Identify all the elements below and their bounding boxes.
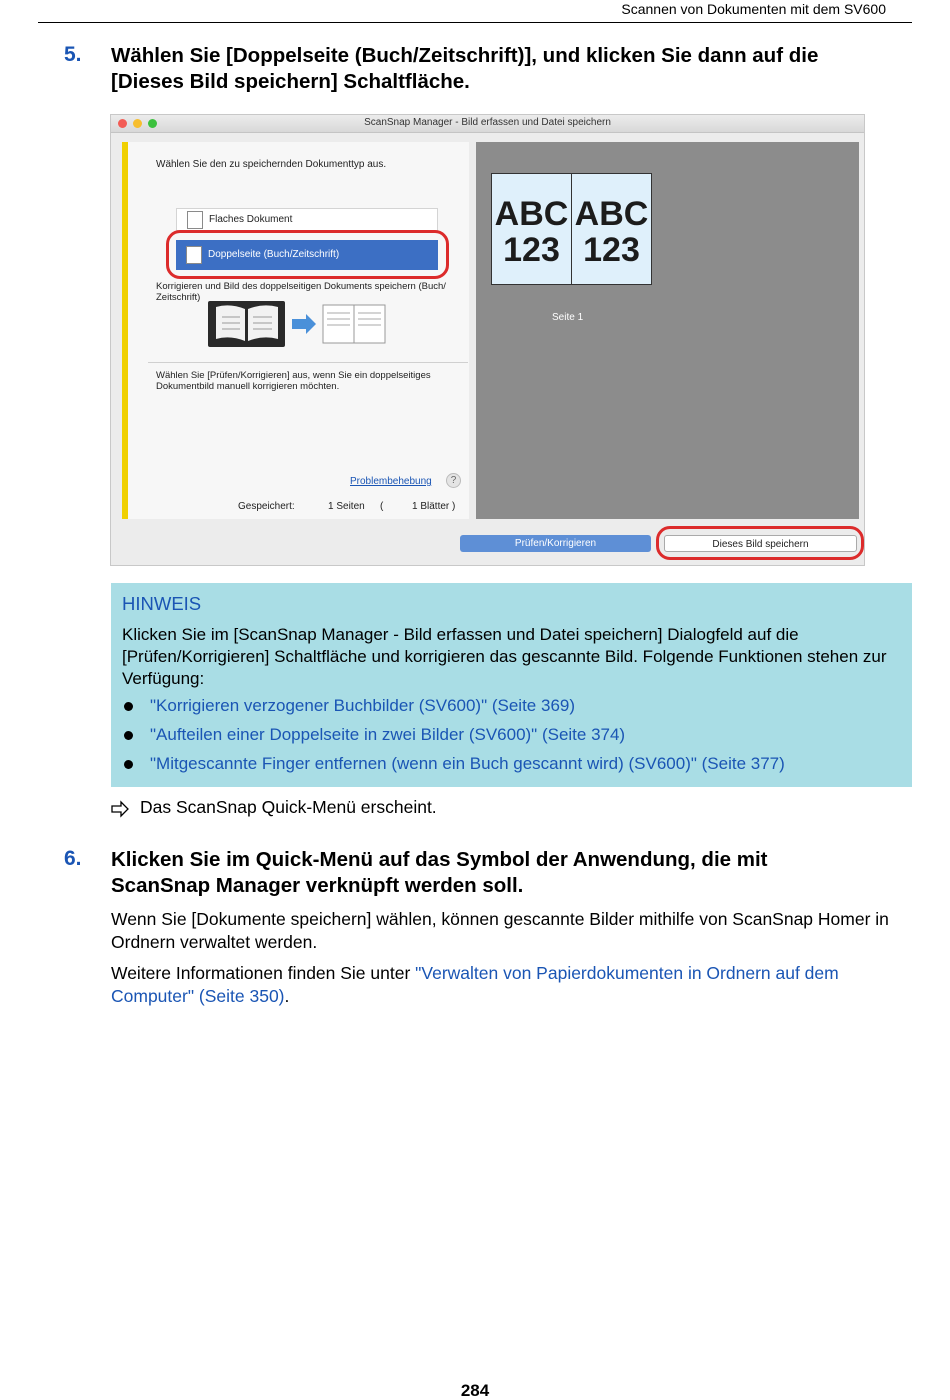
note-text: Klicken Sie im [ScanSnap Manager - Bild erfassen und Datei speichern] Dialogfeld auf die [Prüfen/Korrigieren] Schaltfläche und korrigieren das gescannte Bild. Folgende Funktionen stehen zur Verfügung: bbox=[122, 625, 887, 688]
bullet-icon bbox=[124, 760, 133, 769]
troubleshooting-link[interactable]: Problembehebung bbox=[350, 476, 432, 487]
window-title: ScanSnap Manager - Bild erfassen und Datei speichern bbox=[364, 117, 611, 128]
flat-document-icon bbox=[187, 211, 203, 229]
pane-divider bbox=[148, 362, 468, 363]
preview-page-label: Seite 1 bbox=[552, 312, 584, 323]
folder-management-link[interactable]: "Verwalten von Papierdokumenten in Ordnern auf dem Computer" (Seite 350) bbox=[111, 963, 839, 1006]
document-type-prompt: Wählen Sie den zu speichernden Dokumenttyp aus. bbox=[156, 159, 387, 170]
page-number: 284 bbox=[460, 1381, 490, 1400]
step-5-title bbox=[111, 43, 818, 95]
step-5-title-line2: [Dieses Bild speichern] Schaltfläche. bbox=[111, 70, 470, 93]
save-this-image-button[interactable]: Dieses Bild speichern bbox=[664, 535, 857, 552]
highlight-oval-double-page bbox=[166, 230, 449, 279]
option-double-label: Doppelseite (Buch/Zeitschrift) bbox=[208, 249, 340, 260]
saved-label: Gespeichert: bbox=[238, 501, 295, 512]
page-header-title: Scannen von Dokumenten mit dem SV600 bbox=[621, 1, 886, 17]
step-6-title-line2: ScanSnap Manager verknüpft werden soll. bbox=[111, 874, 524, 897]
note-link-item[interactable]: "Korrigieren verzogener Buchbilder (SV600)" (Seite 369) bbox=[150, 696, 576, 715]
preview-left-page[interactable] bbox=[491, 173, 572, 285]
option-flat-label: Flaches Dokument bbox=[209, 214, 293, 225]
step-6-number: 6. bbox=[64, 847, 82, 870]
double-desc-line2: Zeitschrift) bbox=[156, 292, 201, 303]
step-5-title-line1: Wählen Sie [Doppelseite (Buch/Zeitschrift)], und klicken Sie dann auf die bbox=[111, 44, 819, 67]
highlight-oval-save-button bbox=[656, 526, 864, 560]
para2-prefix: Weitere Informationen finden Sie unter bbox=[111, 963, 416, 983]
bullet-icon bbox=[124, 702, 133, 711]
hint-line2: Dokumentbild manuell korrigieren möchten. bbox=[156, 381, 340, 392]
window-titlebar bbox=[111, 115, 864, 133]
check-correct-button[interactable]: Prüfen/Korrigieren bbox=[460, 535, 651, 552]
saved-pages-count: 1 Seiten bbox=[328, 501, 365, 512]
manual-correction-hint bbox=[156, 370, 431, 392]
bullet-icon bbox=[124, 731, 133, 740]
header-divider bbox=[38, 22, 912, 23]
note-link-item[interactable]: "Mitgescannte Finger entfernen (wenn ein Buch gescannt wird) (SV600)" (Seite 377) bbox=[150, 754, 785, 773]
step-6-title-line1: Klicken Sie im Quick-Menü auf das Symbol der Anwendung, die mit bbox=[111, 848, 768, 871]
preview-left-line1: ABC bbox=[494, 195, 569, 233]
step-6-title bbox=[111, 847, 768, 899]
step-5-number: 5. bbox=[64, 43, 82, 66]
note-link-item[interactable]: "Aufteilen einer Doppelseite in zwei Bilder (SV600)" (Seite 374) bbox=[150, 725, 626, 744]
hint-line1: Wählen Sie [Prüfen/Korrigieren] aus, wenn Sie ein doppelseitiges bbox=[156, 370, 431, 381]
step-6-paragraph-2 bbox=[111, 962, 911, 1008]
para2-suffix: . bbox=[284, 986, 290, 1006]
preview-right-line1: ABC bbox=[574, 195, 649, 233]
help-icon[interactable]: ? bbox=[446, 473, 461, 488]
step-6-paragraph-1: Wenn Sie [Dokumente speichern] wählen, können gescannte Bilder mithilfe von ScanSnap Homer in Ordnern verwaltet werden. bbox=[111, 909, 889, 952]
saved-paren: ( bbox=[380, 501, 384, 512]
preview-left-line2: 123 bbox=[503, 231, 560, 269]
result-arrow-icon bbox=[111, 800, 131, 818]
note-box bbox=[111, 583, 912, 787]
saved-sheets-count: 1 Blätter ) bbox=[412, 501, 456, 512]
result-text: Das ScanSnap Quick-Menü erscheint. bbox=[140, 797, 437, 817]
note-title: HINWEIS bbox=[122, 593, 202, 614]
scan-preview-pane bbox=[476, 142, 859, 519]
option-flat-document[interactable] bbox=[176, 208, 438, 231]
double-desc-line1: Korrigieren und Bild des doppelseitigen Dokuments speichern (Buch/ bbox=[156, 281, 446, 292]
preview-right-line2: 123 bbox=[583, 231, 640, 269]
scansnap-dialog-screenshot bbox=[110, 114, 865, 566]
book-correction-illustration bbox=[208, 299, 390, 361]
document-type-pane bbox=[122, 142, 469, 519]
preview-right-page[interactable] bbox=[571, 173, 652, 285]
